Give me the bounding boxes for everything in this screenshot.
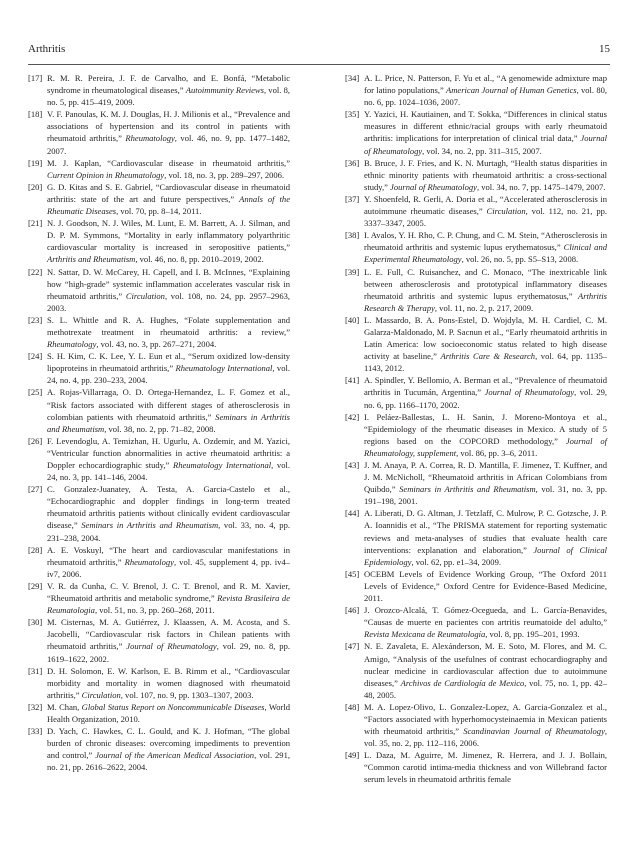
reference-text: M. Cisternas, M. A. Gutiérrez, J. Klaassen, A. M. Acosta, and S. Jacobelli, “Cardiovascular risk factors in Chilean patients with rheumatoid arthritis,” [47,617,290,652]
reference-number: [27] [28,484,43,495]
reference-text: D. Yach, C. Hawkes, C. L. Gould, and K. J. Hofman, “The global burden of chronic diseases: overcoming impediments to prevention and control,” [47,726,290,761]
reference-text: R. M. R. Pereira, J. F. de Carvalho, and E. Bonfá, “Metabolic syndrome in rheumatological diseases,” [47,73,290,96]
reference-source: Journal of Rheumatology [364,133,607,156]
reference-number: [36] [345,157,360,168]
reference-source: Journal of Rheumatology [126,641,217,652]
reference-source: Global Status Report on Noncommunicable Diseases [81,701,265,712]
page-header [28,43,610,57]
reference-text: , vol. 24, no. 4, pp. 230–233, 2004. [47,363,290,386]
reference-text: , vol. 8, no. 5, pp. 415–419, 2009. [47,85,290,108]
reference-source: Journal of Rheumatology [390,181,477,192]
references-right-column [345,72,607,786]
reference-number: [19] [28,157,43,168]
reference-number: [24] [28,351,43,362]
reference-number: [22] [28,266,43,277]
reference-text: D. H. Solomon, E. W. Karlson, E. B. Rimm et al., “Cardiovascular morbidity and mortality in women diagnosed with rheumatoid arthritis,” [47,665,290,700]
reference-source: Archivos de Cardiología de Mexico [400,677,525,688]
reference-text: , vol. 38, no. 2, pp. 71–82, 2008. [104,423,216,434]
reference-text: , vol. 46, no. 9, pp. 1477–1482, 2007. [47,133,290,156]
reference-item [345,749,607,785]
reference-text: I. Avalos, Y. H. Rho, C. P. Chung, and C. M. Stein, “Atherosclerosis in rheumatoid arthritis and systemic lupus erythematosus,” [364,230,607,253]
reference-item [345,229,607,265]
reference-text: , vol. 11, no. 2, p. 217, 2009. [434,302,534,313]
reference-item [28,435,290,483]
reference-source: Revista Brasileira de Reumatologia [47,593,290,616]
reference-item [28,217,290,265]
reference-text: , vol. 34, no. 2, pp. 311–315, 2007. [422,145,542,156]
reference-text: N. Sattar, D. W. McCarey, H. Capell, and I. B. McInnes, “Explaining how “high-grade” systemic inflammation accelerates vascular risk in rheumatoid arthritis,” [47,266,290,301]
reference-number: [41] [345,375,360,386]
reference-source: Revista Mexicana de Reumatología [364,629,486,640]
reference-text: A. L. Price, N. Patterson, F. Yu et al., “A genomewide admixture map for latino populations,” [364,73,607,96]
reference-text: , vol. 29, no. 8, pp. 1619–1622, 2002. [47,641,290,664]
reference-item [345,314,607,374]
reference-item [345,411,607,459]
reference-source: Journal of the American Medical Association [95,750,255,761]
reference-text: , vol. 45, supplement 4, pp. iv4–iv7, 2006. [47,556,290,579]
reference-source: Rheumatology International [175,363,273,374]
reference-source: Rheumatology [47,339,97,350]
reference-text: M. J. Kaplan, “Cardiovascular disease in rheumatoid arthritis,” [47,157,290,168]
reference-source: Arthritis Research & Therapy [364,290,607,313]
reference-item [28,483,290,543]
reference-number: [34] [345,73,360,83]
reference-item [345,568,607,604]
reference-source: Annals of the Rheumatic Diseases [47,193,290,217]
reference-text: , vol. 31, no. 3, pp. 191–198, 2001. [364,484,607,507]
reference-item [345,72,607,108]
reference-text: , vol. 8, pp. 195–201, 1993. [485,629,580,640]
reference-source: Journal of Rheumatology [484,387,575,398]
reference-number: [25] [28,387,43,398]
reference-text: G. D. Kitas and S. E. Gabriel, “Cardiovascular disease in rheumatoid arthritis: state of the art and future perspectives,” [47,181,290,204]
reference-source: Scandinavian Journal of Rheumatology [463,726,605,737]
reference-number: [30] [28,617,43,628]
reference-text: , vol. 33, no. 4, pp. 231–238, 2004. [47,520,290,543]
reference-number: [17] [28,73,43,83]
references-left-column [28,72,290,773]
reference-source: Clinical and Experimental Rheumatology [364,242,607,265]
reference-number: [28] [28,544,43,555]
reference-source: Rheumatology International [173,460,272,470]
reference-item [345,604,607,640]
reference-text: OCEBM Levels of Evidence Working Group, “The Oxford 2011 Levels of Evidence,” Oxford Centre for Evidence-Based Medicine, 2011. [364,568,607,604]
reference-number: [49] [345,750,360,761]
reference-text: , vol. 86, pp. 3–6, 2011. [456,447,538,458]
reference-number: [47] [345,641,360,652]
reference-item [345,374,607,410]
reference-number: [20] [28,181,43,192]
reference-source: Circulation [125,290,165,301]
reference-item [345,701,607,749]
reference-item [345,108,607,156]
reference-source: Arthritis Care & Research [440,351,536,362]
reference-text: , vol. 75, no. 1, pp. 42–48, 2005. [364,677,608,700]
reference-item [28,181,290,217]
reference-number: [44] [345,508,360,519]
reference-text: , vol. 70, pp. 8–14, 2011. [116,206,202,217]
reference-text: Y. Yazici, H. Kautiainen, and T. Sokka, “Differences in clinical status measures in different ethnic/racial groups with early rheumatoid arthritis: implications for interpretation of clinical trial data,” [364,109,607,144]
reference-text: V. F. Panoulas, K. M. J. Douglas, H. J. Milionis et al., “Prevalence and associations of hypertension and its control in patients with rheumatoid arthritis,” [47,109,290,144]
reference-number: [31] [28,665,43,676]
reference-text: , vol. 51, no. 3, pp. 260–268, 2011. [94,605,215,616]
reference-item [28,350,290,386]
reference-text: , vol. 108, no. 24, pp. 2957–2963, 2003. [47,290,290,313]
reference-text: L. Massardo, B. A. Pons-Estel, D. Wojdyla, M. H. Cardiel, C. M. Galarza-Maldonado, M. P. Sacnun et al., “Early rheumatoid arthritis in Latin America: low socioeconomic status related to high disease activity at baseline,” [364,314,607,362]
reference-number: [21] [28,218,43,229]
reference-text: J. M. Anaya, P. A. Correa, R. D. Mantilla, F. Jimenez, T. Kuffner, and J. M. McNicholl, “Rheumatoid arthritis in African Colombians from Quibdo,” [364,460,607,495]
reference-text: , vol. 24, no. 3, pp. 141–146, 2004. [47,460,290,483]
journal-name: Arthritis [28,43,66,55]
reference-text: A. Liberati, D. G. Altman, J. Tetzlaff, C. Mulrow, P. C. Gotzsche, J. P. A. Ioannidis et al., “The PRISMA statement for reporting systematic reviews and meta-analyses of studies that evaluate health care interventions: explanation and elaboration,” [364,508,607,555]
reference-source: Rheumatology [124,556,174,567]
reference-item [28,701,290,725]
reference-text: , vol. 62, pp. e1–34, 2009. [411,556,501,567]
reference-source: Arthritis and Rheumatism [47,254,136,265]
reference-item [28,386,290,434]
reference-item [345,157,607,193]
reference-text: , vol. 107, no. 9, pp. 1303–1307, 2003. [120,689,254,700]
reference-item [28,725,290,773]
reference-text: V. R. da Cunha, C. V. Brenol, J. C. T. Brenol, and R. M. Xavier, “Rheumatoid arthritis and metabolic syndrome,” [47,580,290,604]
reference-item [345,640,607,700]
reference-source: Circulation [81,689,121,700]
reference-source: Autoimmunity Reviews [185,85,264,96]
reference-text: , World Health Organization, 2010. [47,701,290,724]
reference-number: [33] [28,726,43,737]
reference-source: Seminars in Arthritis and Rheumatism [47,411,290,434]
reference-source: Current Opinion in Rheumatology [47,169,165,180]
reference-number: [39] [345,266,360,277]
reference-text: J. Orozco-Alcalá, T. Gómez-Ocegueda, and L. García-Benavides, “Causas de muerte en pacientes con artritis reumatoide del adulto,” [364,605,607,628]
reference-item [28,157,290,181]
reference-text: , vol. 29, no. 6, pp. 1166–1170, 2002. [364,387,608,410]
reference-text: L. Daza, M. Aguirre, M. Jimenez, R. Herrera, and J. J. Bollain, “Common carotid intima-media thickness and von Willebrand factor serum levels in rheumatoid arthritis female [364,750,607,785]
reference-text: , vol. 26, no. 5, pp. S5–S13, 2008. [461,254,579,265]
reference-number: [26] [28,435,43,446]
reference-number: [35] [345,109,360,120]
reference-source: Seminars in Arthritis and Rheumatism [399,484,536,495]
reference-source: Seminars in Arthritis and Rheumatism [81,520,219,531]
reference-item [28,580,290,616]
reference-number: [32] [28,701,43,712]
reference-text: , vol. 43, no. 3, pp. 267–271, 2004. [96,339,217,350]
reference-item [345,266,607,314]
reference-text: , vol. 18, no. 3, pp. 289–297, 2006. [164,169,285,180]
reference-item [28,314,290,350]
reference-text: L. E. Full, C. Ruisanchez, and C. Monaco, “The inextricable link between atherosclerosis and prototypical inflammatory diseases rheumatoid arthritis and systemic lupus erythematosus,” [364,266,607,301]
reference-number: [46] [345,605,360,616]
reference-text: A. Rojas-Villarraga, O. D. Ortega-Hernandez, L. F. Gomez et al., “Risk factors associated with different stages of atherosclerosis in colombian patients with rheumatoid arthritis,” [47,387,290,422]
reference-text: N. E. Zavaleta, E. Alexánderson, M. E. Soto, M. Flores, and M. C. Amigo, “Analysis of the usefulnes of contrast echocardiography and nuclear medicine in cardiovascular affection due to autoimmune diseases,” [364,641,607,688]
reference-item [28,266,290,314]
reference-number: [18] [28,109,43,120]
reference-text: S. H. Kim, C. K. Lee, Y. L. Eun et al., “Serum oxidized low-density lipoproteins in rheumatoid arthritis,” [47,351,290,374]
reference-source: American Journal of Human Genetics [446,85,577,96]
reference-text: , vol. 34, no. 7, pp. 1475–1479, 2007. [476,181,606,192]
reference-number: [23] [28,314,43,325]
reference-source: Circulation [486,206,526,217]
reference-source: Journal of Clinical Epidemiology [364,544,607,567]
reference-number: [45] [345,568,360,579]
reference-text: A. E. Voskuyl, “The heart and cardiovascular manifestations in rheumatoid arthritis,” [47,544,290,567]
reference-text: , vol. 112, no. 21, pp. 3337–3347, 2005. [364,206,607,229]
reference-number: [29] [28,580,43,591]
reference-number: [40] [345,314,360,325]
reference-text: B. Bruce, J. F. Fries, and K. N. Murtagh, “Health status disparities in ethnic minority patients with rheumatoid arthritis: a cross-sectional study,” [364,157,607,192]
reference-text: , vol. 291, no. 21, pp. 2616–2622, 2004. [47,750,290,773]
reference-number: [43] [345,460,360,470]
reference-number: [42] [345,411,360,422]
reference-text: I. Peláez-Ballestas, L. H. Sanin, J. Moreno-Montoya et al., “Epidemiology of the rheumatic diseases in Mexico. A study of 5 regions based on the COPCORD methodology,” [364,411,607,446]
reference-text: , vol. 35, no. 2, pp. 112–116, 2006. [364,726,608,749]
reference-item [345,507,607,567]
reference-item [28,108,290,156]
reference-text: , vol. 46, no. 8, pp. 2010–2019, 2002. [135,254,264,265]
reference-number: [48] [345,701,360,712]
reference-item [345,459,607,507]
reference-item [28,544,290,580]
reference-text: M. A. Lopez-Olivo, L. Gonzalez-Lopez, A. Garcia-Gonzalez et al., “Factors associated with hyperhomocysteinaemia in Mexican patients with rheumatoid arthritis,” [364,701,607,737]
reference-text: F. Levendoglu, A. Temizhan, H. Ugurlu, A. Ozdemir, and M. Yazici, “Ventricular function abnormalities in active rheumatoid arthritis: a Doppler echocardiographic study,” [47,435,290,470]
reference-item [345,193,607,229]
reference-text: N. J. Goodson, N. J. Wiles, M. Lunt, E. M. Barrett, A. J. Silman, and D. P. M. Symmons, “Mortality in early inflammatory polyarthritic cardiovascular mortality is increased in seropositive patients,” [47,218,290,253]
reference-text: M. Chan, [47,701,82,712]
reference-item [28,72,290,108]
reference-number: [38] [345,230,360,241]
header-divider [28,64,610,65]
reference-source: Rheumatology [125,133,175,144]
reference-item [28,665,290,701]
reference-source: Journal of Rheumatology, supplement [364,435,607,458]
reference-text: , vol. 64, pp. 1135–1143, 2012. [364,351,607,374]
reference-text: C. Gonzalez-Juanatey, A. Testa, A. Garcia-Castelo et al., “Echocardiographic and doppler findings in long-term treated rheumatoid arthritis patients without clinically evident cardiovascular disease,” [47,484,290,531]
page-number: 15 [599,43,610,55]
reference-text: Y. Shoenfeld, R. Gerli, A. Doria et al., “Accelerated atherosclerosis in autoimmune rheumatic diseases,” [364,193,607,217]
reference-item [28,616,290,664]
reference-text: A. Spindler, Y. Bellomio, A. Berman et al., “Prevalence of rheumatoid arthritis in Tucumán, Argentina,” [364,375,607,398]
reference-number: [37] [345,193,360,204]
reference-text: , vol. 80, no. 6, pp. 1024–1036, 2007. [364,85,608,108]
reference-text: S. L. Whittle and R. A. Hughes, “Folate supplementation and methotrexate treatment in rheumatoid arthritis: a review,” [47,314,290,337]
